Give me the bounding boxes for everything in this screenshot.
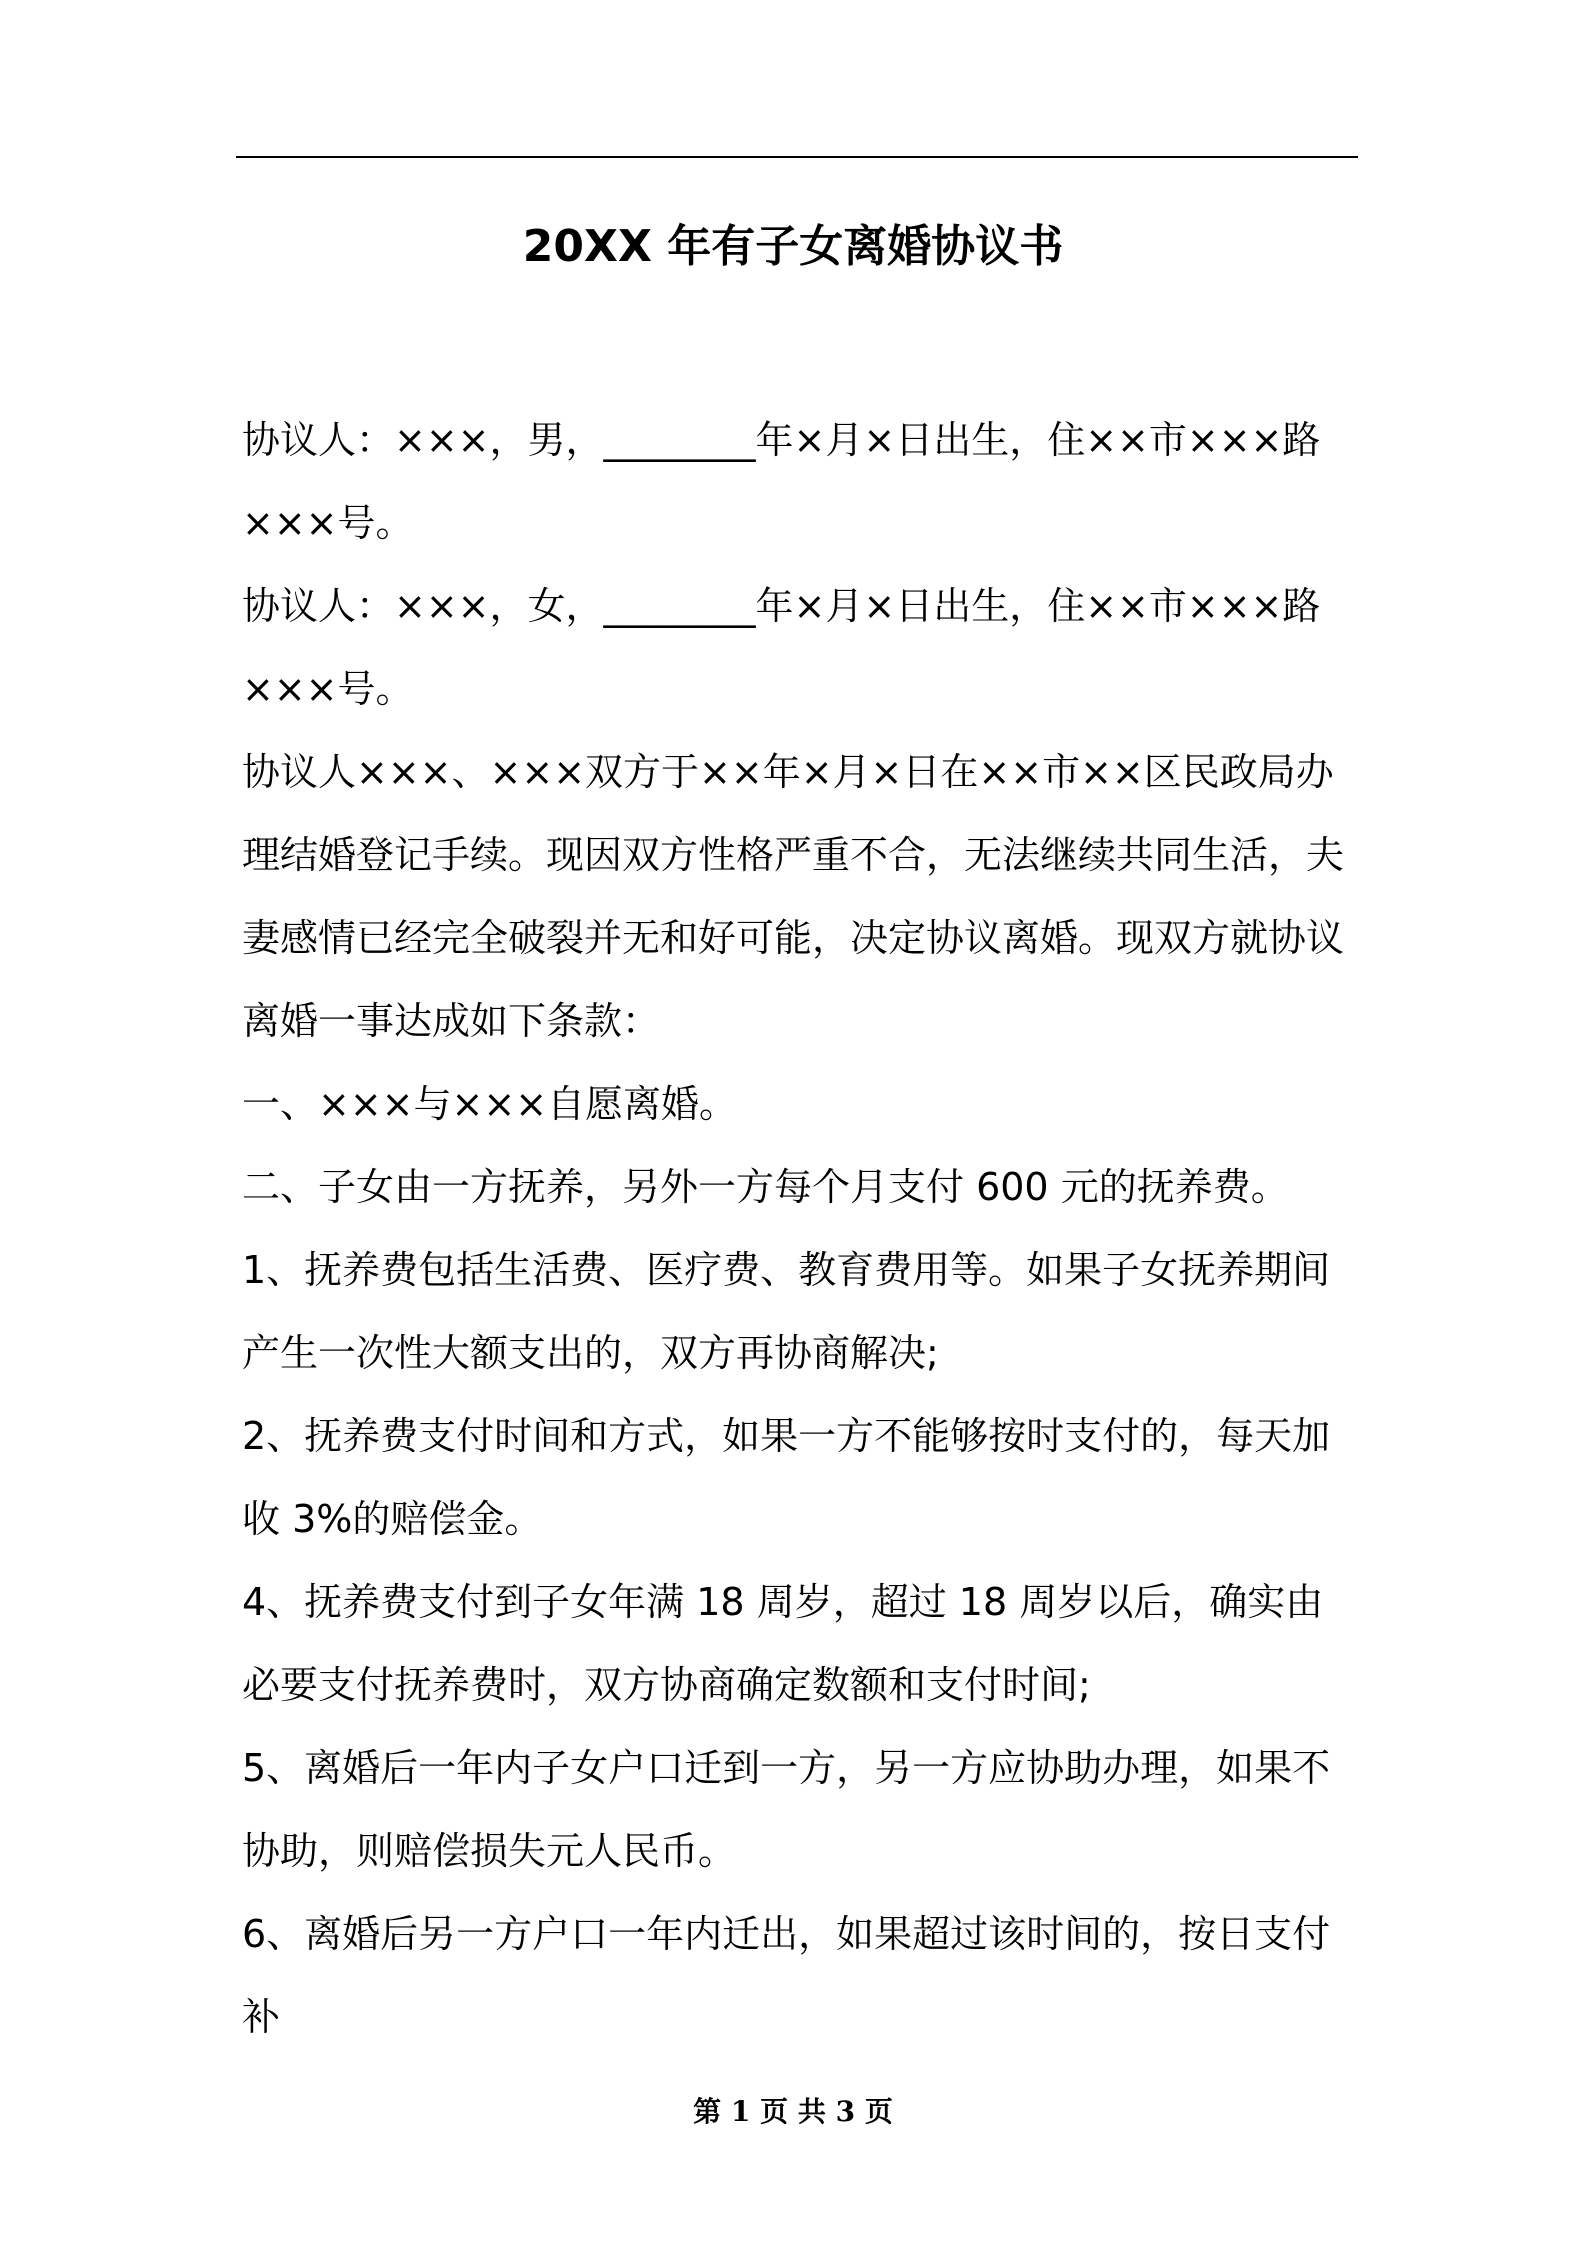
paragraph-item-2: 2、抚养费支付时间和方式，如果一方不能够按时支付的，每天加收 3%的赔偿金。 (242, 1414, 1331, 1541)
paragraph-item-6: 6、离婚后另一方户口一年内迁出，如果超过该时间的，按日支付补 (242, 1912, 1331, 2039)
page-number: 第 1 页 共 3 页 (693, 2095, 893, 2128)
paragraph-item-5: 5、离婚后一年内子女户口迁到一方，另一方应协助办理，如果不协助，则赔偿损失元人民币。 (242, 1746, 1331, 1873)
paragraph-preamble: 协议人×××、×××双方于××年×月×日在××市××区民政局办理结婚登记手续。现因双方性格严重不合，无法继续共同生活，夫妻感情已经完全破裂并无和好可能，决定协议离婚。现双方就协议离婚一事达成如下条款： (242, 750, 1345, 1043)
document-title: 20XX 年有子女离婚协议书 (522, 221, 1064, 272)
paragraph-party-2: 协议人：×××，女，________年×月×日出生，住××市×××路×××号。 (242, 584, 1321, 711)
header-rule (236, 156, 1358, 158)
paragraph-item-4: 4、抚养费支付到子女年满 18 周岁，超过 18 周岁以后，确实由必要支付抚养费时，双方协商确定数额和支付时间; (242, 1580, 1324, 1707)
paragraph-clause-2: 二、子女由一方抚养，另外一方每个月支付 600 元的抚养费。 (242, 1165, 1289, 1209)
document-body (242, 399, 1352, 2059)
paragraph-party-1: 协议人：×××，男，________年×月×日出生，住××市×××路×××号。 (242, 418, 1321, 545)
paragraph-item-1: 1、抚养费包括生活费、医疗费、教育费用等。如果子女抚养期间产生一次性大额支出的，双方再协商解决; (242, 1248, 1331, 1375)
paragraph-clause-1: 一、×××与×××自愿离婚。 (242, 1082, 738, 1126)
